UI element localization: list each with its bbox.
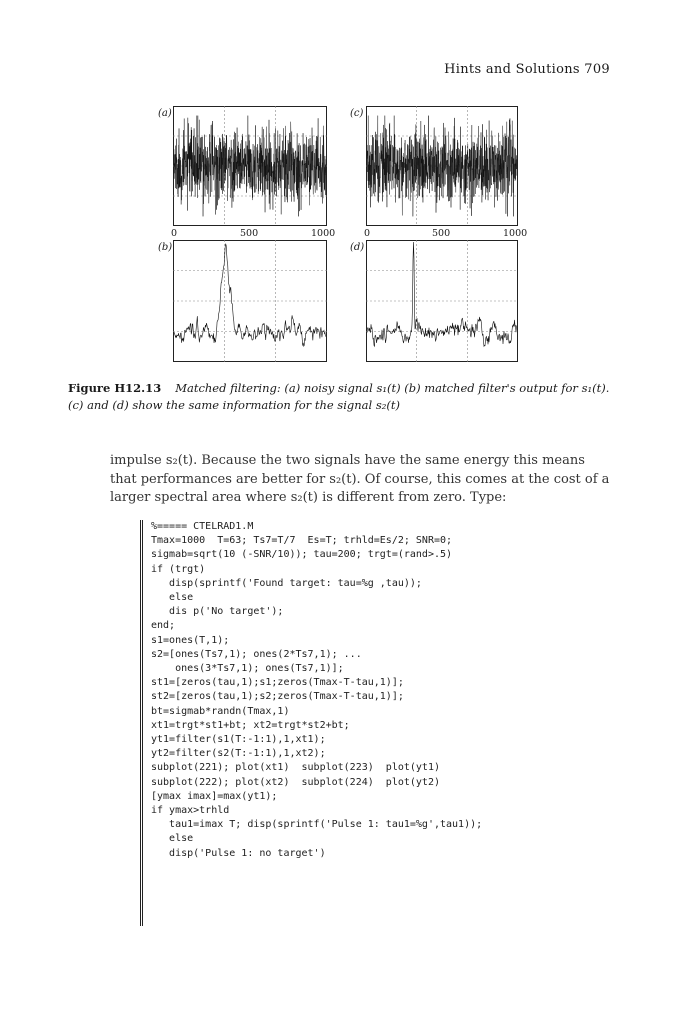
code-line: bt=sigmab*randn(Tmax,1) <box>151 705 290 717</box>
code-line: s2=[ones(Ts7,1); ones(2*Ts7,1); ... <box>151 648 362 660</box>
figure-caption <box>68 380 616 414</box>
code-line: else <box>151 833 194 845</box>
tick-c-0: 0 <box>364 228 371 239</box>
noise-series <box>174 116 326 217</box>
body-paragraph <box>110 452 610 508</box>
panel-c-plot <box>366 106 518 226</box>
panel-label-a: (a) <box>158 108 172 119</box>
code-line: yt2=filter(s2(T:-1:1),1,xt2); <box>151 748 326 760</box>
code-line: s1=ones(T,1); <box>151 634 230 646</box>
code-line: [ymax imax]=max(yt1); <box>151 790 278 802</box>
code-line: st2=[zeros(tau,1);s2;zeros(Tmax-T-tau,1)]; <box>151 691 404 703</box>
panel-d-plot <box>366 240 518 362</box>
noise-series <box>367 116 517 217</box>
code-line: else <box>151 592 194 604</box>
code-line: tau1=imax T; disp(sprintf('Pulse 1: tau1=%g',tau1)); <box>151 819 483 831</box>
figure-number: Figure H12.13 <box>68 381 162 395</box>
filter-output-series <box>367 242 517 346</box>
code-line: ones(3*Ts7,1); ones(Ts7,1)]; <box>151 663 344 675</box>
code-line: yt1=filter(s1(T:-1:1),1,xt1); <box>151 734 326 746</box>
code-line: disp(sprintf('Found target: tau=%g ,tau)); <box>151 577 422 589</box>
panel-b-plot <box>173 240 327 362</box>
code-line: subplot(222); plot(xt2) subplot(224) plot(yt2) <box>151 776 440 788</box>
code-line: Tmax=1000 T=63; Ts7=T/7 Es=T; trhld=Es/2; SNR=0; <box>151 535 453 547</box>
code-line: if ymax>trhld <box>151 805 230 817</box>
code-line: end; <box>151 620 176 632</box>
panel-label-c: (c) <box>350 108 364 119</box>
panel-a-plot <box>173 106 327 226</box>
paragraph-text: impulse s₂(t). Because the two signals have the same energy this means that performances are better for s₂(t). Of course, this comes at the cost of a larger spectral area where s₂(t) is different from zero. Type: <box>110 453 610 505</box>
code-line: subplot(221); plot(xt1) subplot(223) plot(yt1) <box>151 762 440 774</box>
filter-output-series <box>174 244 325 347</box>
code-line: %===== CTELRAD1.M <box>151 521 254 532</box>
code-line: dis p('No target'); <box>151 606 284 618</box>
code-line: xt1=trgt*st1+bt; xt2=trgt*st2+bt; <box>151 719 350 731</box>
running-head: Hints and Solutions 709 <box>444 62 610 77</box>
panel-label-b: (b) <box>158 242 173 253</box>
tick-a-0: 0 <box>171 228 178 239</box>
tick-c-1000: 1000 <box>503 228 528 239</box>
code-listing <box>140 520 600 926</box>
panel-label-d: (d) <box>350 242 365 253</box>
code-line: st1=[zeros(tau,1);s1;zeros(Tmax-T-tau,1)]; <box>151 677 404 689</box>
tick-c-500: 500 <box>432 228 451 239</box>
tick-a-1000: 1000 <box>311 228 336 239</box>
tick-a-500: 500 <box>240 228 259 239</box>
code-line: disp('Pulse 1: no target') <box>151 847 326 859</box>
code-line: if (trgt) <box>151 563 206 575</box>
figure-caption-text: Matched filtering: (a) noisy signal s₁(t) (b) matched filter's output for s₁(t). (c) and (d) show the same information for the signal s₂(t) <box>68 381 610 412</box>
code-line: sigmab=sqrt(10 (-SNR/10)); tau=200; trgt=(rand>.5) <box>151 549 453 561</box>
